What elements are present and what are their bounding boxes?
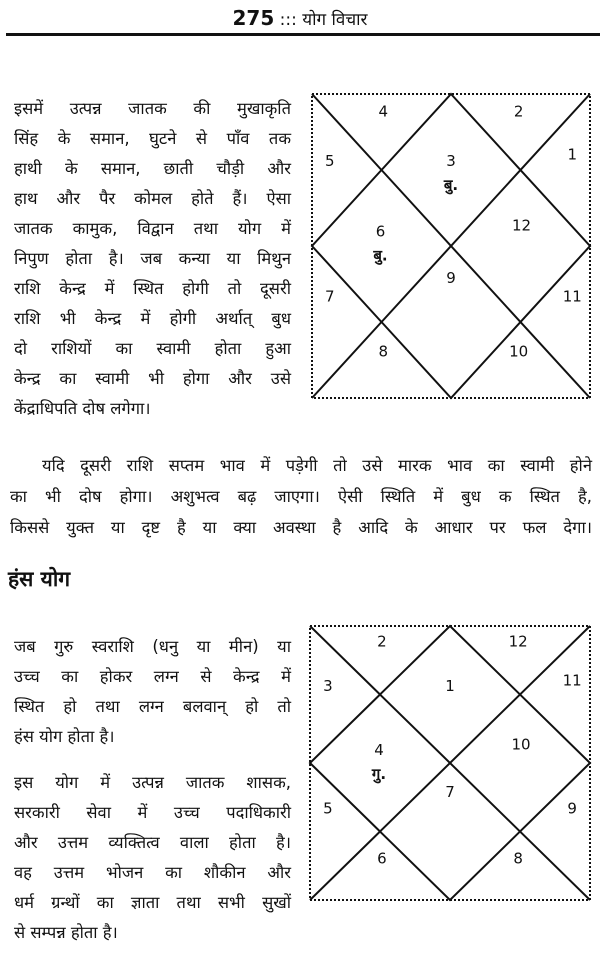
text-line: इसमें उत्पन्न जातक की मुखाकृति bbox=[14, 99, 291, 118]
header-separator: ::: bbox=[279, 10, 297, 30]
text-line: सरकारी सेवा में उच्च पदाधिकारी bbox=[14, 803, 291, 822]
text-line: वह उत्तम भोजन का शौकीन और bbox=[14, 863, 291, 882]
house-sign-number: 5 bbox=[324, 151, 335, 170]
house-sign-number: 2 bbox=[377, 632, 387, 651]
house-sign-number: 7 bbox=[324, 287, 335, 306]
planet-label: गु. bbox=[371, 765, 387, 784]
house-sign-number: 3 bbox=[323, 677, 333, 696]
house-sign-number: 6 bbox=[377, 849, 387, 868]
house-sign-number: 10 bbox=[509, 342, 529, 361]
header-rule bbox=[6, 33, 600, 36]
house-sign-number: 4 bbox=[378, 102, 389, 121]
text-line: धर्म ग्रन्थों का ज्ञाता तथा सभी सुखों bbox=[14, 893, 291, 912]
house-sign-number: 11 bbox=[562, 287, 582, 306]
house-sign-number: 1 bbox=[567, 145, 578, 164]
text-line: राशि भी केन्द्र में होगी अर्थात् बुध bbox=[14, 309, 291, 328]
section1-text bbox=[14, 94, 291, 424]
text-line: से सम्पन्न होता है। bbox=[14, 923, 118, 942]
house-sign-number: 9 bbox=[567, 799, 577, 818]
text-line: जब गुरु स्वराशि (धनु या मीन) या bbox=[14, 637, 291, 656]
text-line: केंद्राधिपति दोष लगेगा। bbox=[14, 399, 151, 418]
text-line: उच्च का होकर लग्न से केन्द्र में bbox=[14, 667, 291, 686]
section-heading-hans-yoga: हंस योग bbox=[8, 567, 71, 591]
text-line: इस योग में उत्पन्न जातक शासक, bbox=[14, 773, 291, 792]
page-header bbox=[0, 6, 600, 30]
text-line: दो राशियों का स्वामी होता हुआ bbox=[14, 339, 291, 358]
text-line: हाथ और पैर कोमल होते हैं। ऐसा bbox=[14, 189, 291, 208]
house-sign-number: 8 bbox=[513, 849, 523, 868]
hans-yoga-results bbox=[14, 768, 291, 948]
house-sign-number: 8 bbox=[378, 342, 389, 361]
house-sign-number: 2 bbox=[513, 102, 524, 121]
house-sign-number: 5 bbox=[323, 799, 333, 818]
house-sign-number: 6 bbox=[375, 222, 386, 241]
text-line: स्थित हो तथा लग्न बलवान् हो तो bbox=[14, 697, 291, 716]
house-sign-number: 1 bbox=[445, 677, 455, 696]
page-number: 275 bbox=[232, 6, 275, 30]
text-line: और उत्तम व्यक्तित्व वाला होता है। bbox=[14, 833, 291, 852]
house-sign-number: 11 bbox=[562, 671, 582, 690]
text-line: हाथी के समान, छाती चौड़ी और bbox=[14, 159, 291, 178]
paragraph-2 bbox=[10, 450, 592, 543]
house-sign-number: 12 bbox=[511, 216, 532, 235]
text-line: निपुण होता है। जब कन्या या मिथुन bbox=[14, 249, 291, 268]
house-sign-number: 12 bbox=[508, 632, 528, 651]
house-sign-number: 3 bbox=[446, 151, 456, 170]
planet-label: बु. bbox=[373, 246, 388, 265]
house-sign-number: 4 bbox=[374, 741, 384, 760]
text-line: का भी दोष होगा। अशुभत्व बढ़ जाएगा। ऐसी स्थिति में बुध क स्थित है, bbox=[10, 487, 592, 506]
planet-label: बु. bbox=[443, 175, 459, 194]
hans-yoga-definition bbox=[14, 632, 291, 752]
text-line: जातक कामुक, विद्वान तथा योग में bbox=[14, 219, 291, 238]
chapter-title: योग विचार bbox=[302, 10, 368, 30]
house-sign-number: 9 bbox=[446, 268, 456, 287]
text-line: किससे युक्त या दृष्ट है या क्या अवस्था है आदि के आधार पर फल देगा। bbox=[10, 518, 592, 537]
text-line: हंस योग होता है। bbox=[14, 727, 115, 746]
text-line: केन्द्र का स्वामी भी होगा और उसे bbox=[14, 369, 291, 388]
text-line: यदि दूसरी राशि सप्तम भाव में पड़ेगी तो उसे मारक भाव का स्वामी होने bbox=[42, 456, 592, 475]
horoscope-chart-1 bbox=[310, 92, 592, 400]
horoscope-chart-2 bbox=[308, 624, 592, 902]
text-line: राशि केन्द्र में स्थित होगी तो दूसरी bbox=[14, 279, 291, 298]
text-line: सिंह के समान, घुटने से पाँव तक bbox=[14, 129, 291, 148]
house-sign-number: 10 bbox=[511, 735, 531, 754]
house-sign-number: 7 bbox=[445, 782, 455, 801]
